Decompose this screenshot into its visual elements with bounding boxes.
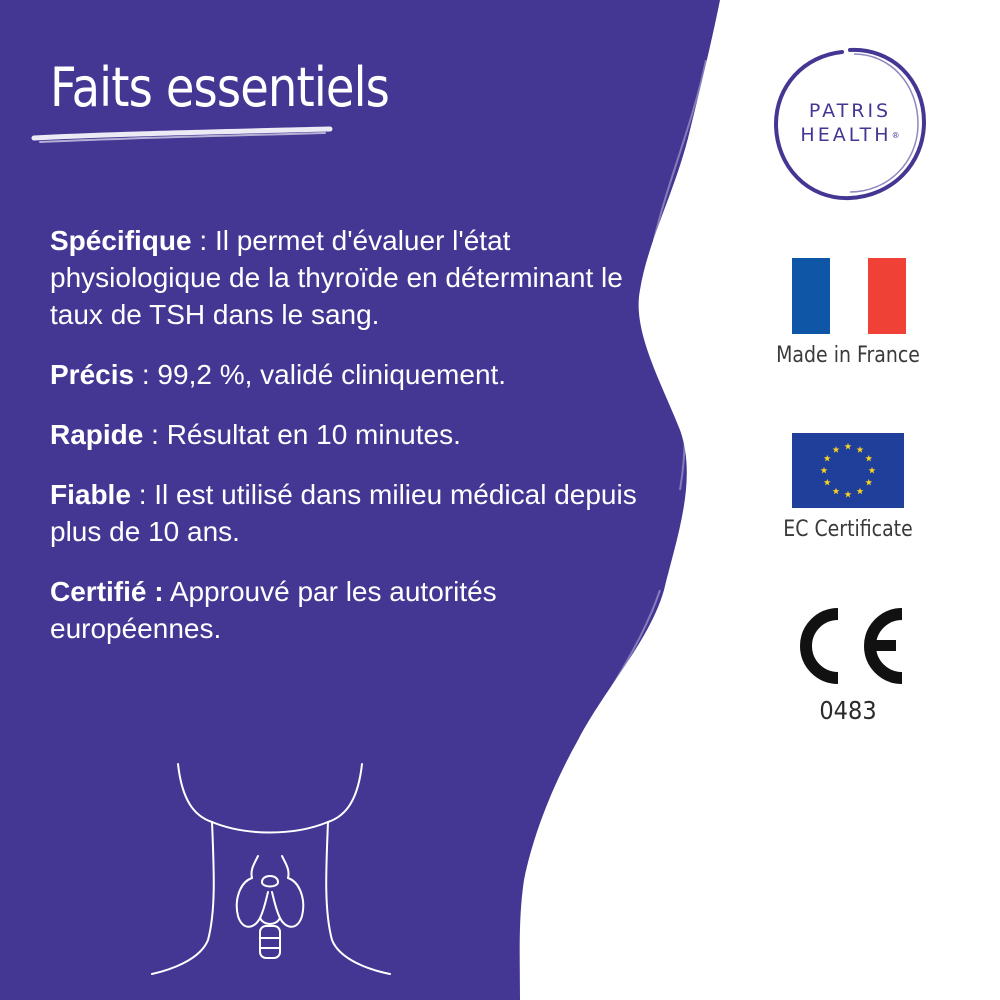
fact-separator: : xyxy=(130,479,155,510)
page-title: Faits essentiels xyxy=(50,56,389,119)
fact-label: Rapide xyxy=(50,419,144,450)
fact-label: Fiable xyxy=(50,479,131,510)
neck-thyroid-icon xyxy=(150,760,400,985)
logo-line1: PATRIS xyxy=(808,100,892,122)
flag-white-stripe xyxy=(830,258,868,334)
fact-fiable xyxy=(50,476,670,550)
fact-precis xyxy=(50,356,670,393)
facts-list xyxy=(50,222,670,670)
fact-separator: : xyxy=(143,419,167,450)
fact-separator: : xyxy=(191,225,215,256)
fact-specifique xyxy=(50,222,670,333)
fact-label: Spécifique xyxy=(50,225,192,256)
title-underline-stroke xyxy=(30,124,340,146)
fact-rapide xyxy=(50,416,670,453)
ce-number: 0483 xyxy=(819,696,877,725)
fact-certifie xyxy=(50,573,670,647)
fact-text: Approuvé par les autorités européennes. xyxy=(50,576,497,644)
ce-mark-icon xyxy=(790,604,908,688)
patris-health-logo xyxy=(770,44,930,204)
fact-text: Il est utilisé dans milieu médical depuis plus de 10 ans. xyxy=(50,479,637,547)
fact-text: 99,2 %, validé cliniquement. xyxy=(157,359,507,390)
fact-text: Il permet d'évaluer l'état physiologique de la thyroïde en déterminant le taux de TSH dans le sang. xyxy=(50,225,623,330)
made-in-france-label: Made in France xyxy=(776,343,920,368)
fact-label: Certifié : xyxy=(50,576,164,607)
flag-red-stripe xyxy=(868,258,906,334)
flag-blue-stripe xyxy=(792,258,830,334)
eu-flag-icon xyxy=(792,433,904,508)
logo-line2: HEALTH xyxy=(800,124,892,146)
registered-mark: ® xyxy=(891,131,900,140)
fact-separator: : xyxy=(134,359,158,390)
france-flag-icon xyxy=(792,258,906,334)
fact-label: Précis xyxy=(50,359,135,390)
logo-line2-wrap xyxy=(770,124,930,146)
fact-text: Résultat en 10 minutes. xyxy=(166,419,461,450)
ec-certificate-label: EC Certificate xyxy=(783,517,913,542)
